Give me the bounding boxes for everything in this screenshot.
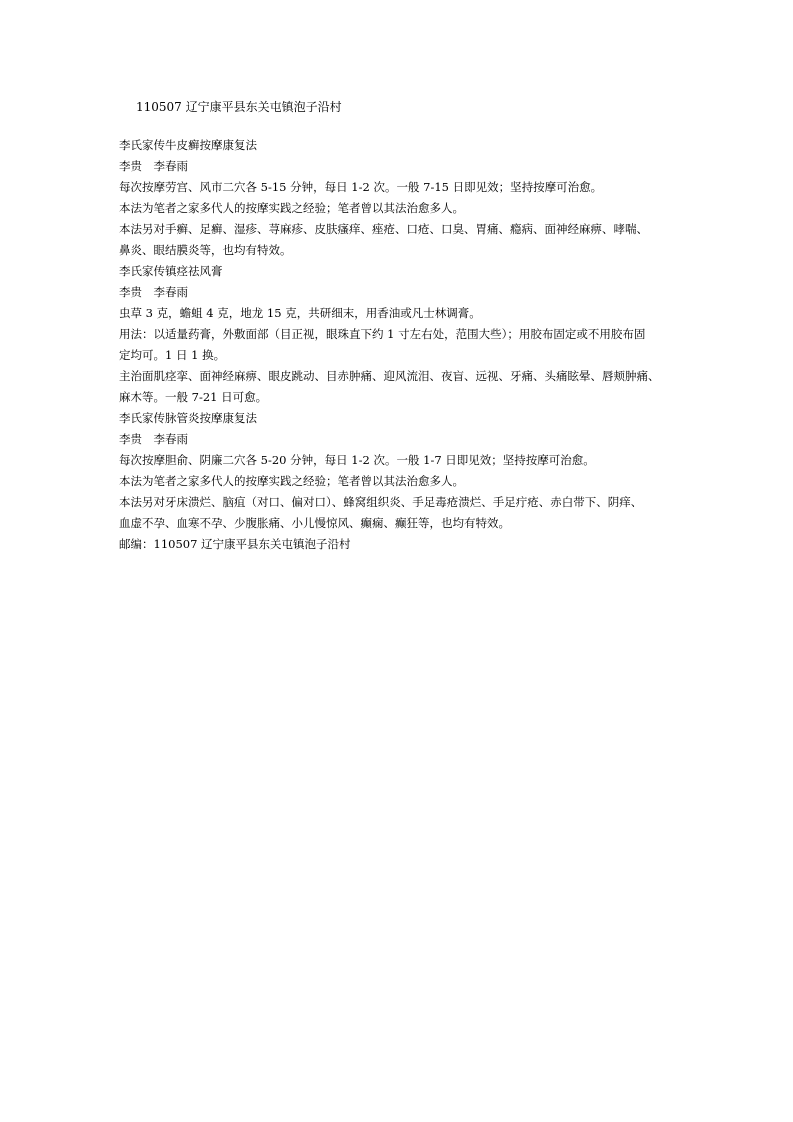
paragraph-line: 主治面肌痉挛、面神经麻痹、眼皮跳动、目赤肿痛、迎风流泪、夜盲、远视、牙痛、头痛眩晕、唇颊肿痛、	[119, 369, 660, 383]
section-title-psoriasis: 李氏家传牛皮癣按摩康复法	[119, 138, 257, 152]
postal-address-header: 110507 辽宁康平县东关屯镇泡子沿村	[136, 100, 342, 114]
section-title-antispasm-paste: 李氏家传镇痉祛风膏	[119, 264, 223, 278]
paragraph-line: 本法另对手癣、足癣、湿疹、荨麻疹、皮肤瘙痒、痤疮、口疮、口臭、胃痛、瘾病、面神经麻痹、哮喘、	[119, 222, 648, 236]
paragraph-line: 每次按摩劳宫、风市二穴各 5-15 分钟，每日 1-2 次。一般 7-15 日即见效；坚持按摩可治愈。	[119, 180, 603, 194]
authors: 李贵 李春雨	[119, 285, 188, 299]
authors: 李贵 李春雨	[119, 159, 188, 173]
paragraph-line: 本法另对牙床溃烂、脑疽（对口、偏对口）、蜂窝组织炎、手足毒疮溃烂、手足疔疮、赤白带下、阴痒、	[119, 495, 643, 509]
paragraph-line: 本法为笔者之家多代人的按摩实践之经验；笔者曾以其法治愈多人。	[119, 474, 464, 488]
paragraph-line: 每次按摩胆俞、阴廉二穴各 5-20 分钟，每日 1-2 次。一般 1-7 日即见效；坚持按摩可治愈。	[119, 453, 595, 467]
paragraph-line: 定均可。1 日 1 换。	[119, 348, 226, 362]
paragraph-line: 血虚不孕、血寒不孕、少腹胀痛、小儿慢惊风、癫痫、癫狂等，也均有特效。	[119, 516, 510, 530]
paragraph-line: 麻木等。一般 7-21 日可愈。	[119, 390, 268, 404]
authors: 李贵 李春雨	[119, 432, 188, 446]
paragraph-line: 虫草 3 克，蟾蛆 4 克，地龙 15 克，共研细末，用香油或凡士林调膏。	[119, 306, 481, 320]
paragraph-line: 鼻炎、眼结膜炎等，也均有特效。	[119, 243, 292, 257]
postal-address-footer: 邮编：110507 辽宁康平县东关屯镇泡子沿村	[119, 537, 351, 551]
paragraph-line: 本法为笔者之家多代人的按摩实践之经验；笔者曾以其法治愈多人。	[119, 201, 464, 215]
document-body	[119, 135, 679, 555]
section-title-vasculitis: 李氏家传脉管炎按摩康复法	[119, 411, 257, 425]
paragraph-line: 用法：以适量药膏，外敷面部（目正视，眼珠直下约 1 寸左右处，范围大些）；用胶布固定或不用胶布固	[119, 327, 646, 341]
